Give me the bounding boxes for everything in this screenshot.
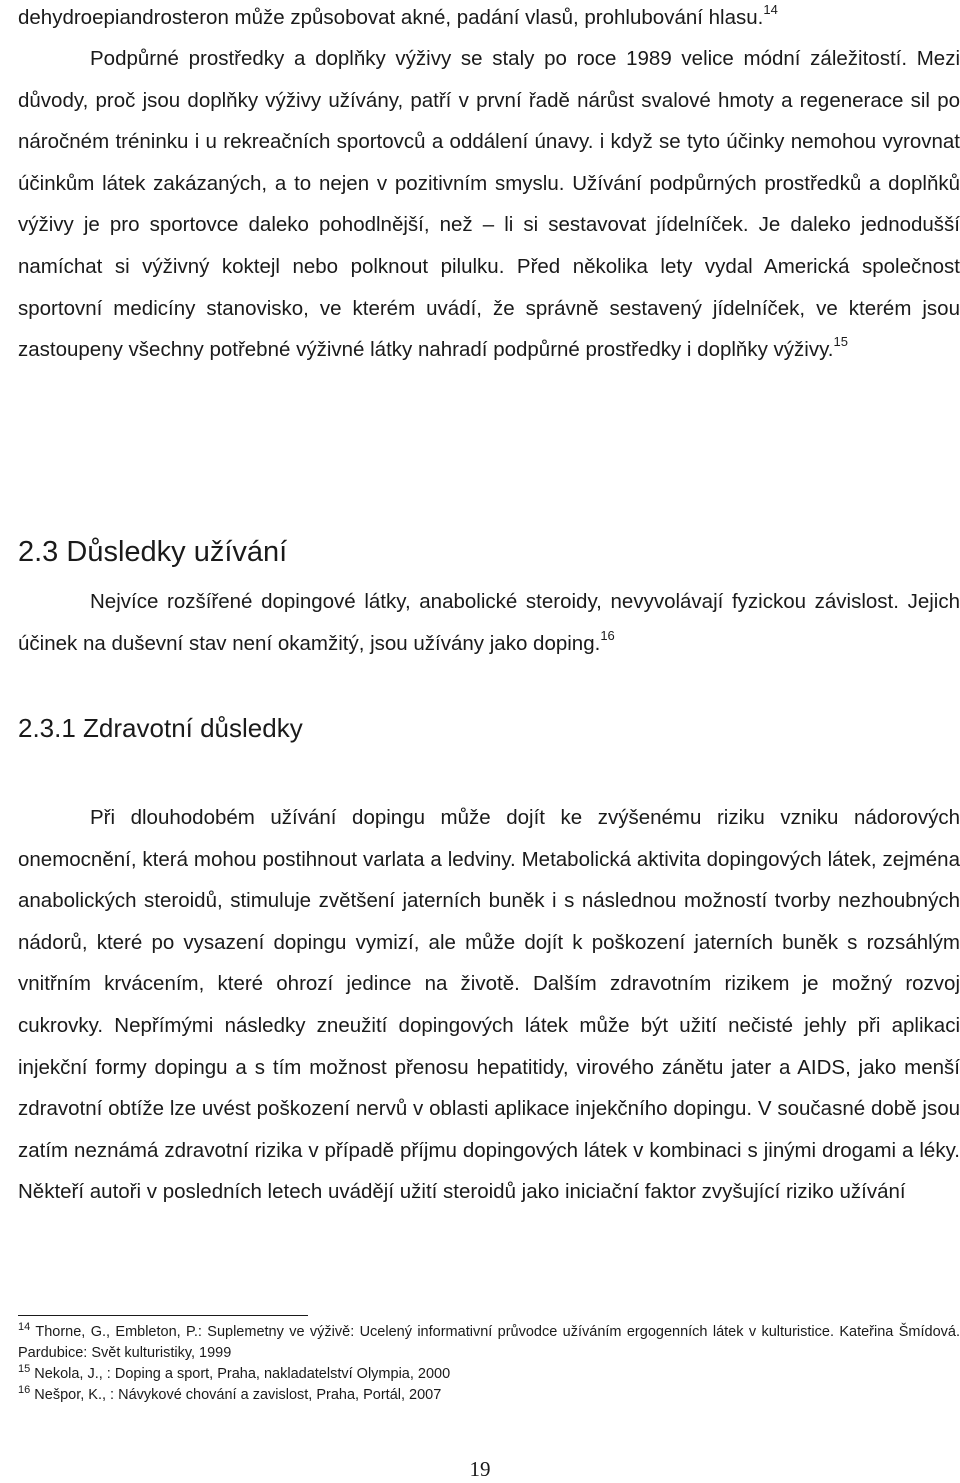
paragraph-text: Nejvíce rozšířené dopingové látky, anabolické steroidy, nevyvolávají fyzickou závislost. Jejich účinek na duševní stav není okamžitý, jsou užívány jako doping. xyxy=(18,590,960,655)
footnote-separator xyxy=(18,1315,308,1316)
footnote-number: 15 xyxy=(18,1363,31,1375)
footnote-16 xyxy=(18,1385,960,1406)
paragraph-continuation xyxy=(18,0,960,39)
footnote-15 xyxy=(18,1364,960,1385)
paragraph-supplements xyxy=(18,38,960,371)
footnote-ref-14: 14 xyxy=(763,2,778,17)
footnote-text: Thorne, G., Embleton, P.: Suplemetny ve výživě: Ucelený informativní průvodce užíváním ergogenních látek v kulturistice. Kateřina Šmídová. Pardubice: Svět kulturistiky, 1999 xyxy=(18,1324,960,1361)
footnote-14 xyxy=(18,1322,960,1364)
footnote-ref-15: 15 xyxy=(833,334,848,350)
paragraph-consequences xyxy=(18,581,960,664)
footnote-text: Nekola, J., : Doping a sport, Praha, nakladatelství Olympia, 2000 xyxy=(34,1366,451,1382)
paragraph-text: Podpůrné prostředky a doplňky výživy se staly po roce 1989 velice módní záležitostí. Mezi důvody, proč jsou doplňky výživy užívány, patří v první řadě nárůst svalové hmoty a regenerace sil po náročném tréninku i u rekreačních sportovců a oddálení únavy. i když se tyto účinky nemohou vyrovnat účinkům látek zakázaných, a to nejen v pozitivním smyslu. Užívání podpůrných prostředků a doplňků výživy je pro sportovce daleko pohodlnější, než – li si sestavovat jídelníček. Je daleko jednodušší namíchat si výživný koktejl nebo polknout pilulku. Před několika lety vydal Americká společnost sportovní medicíny stanovisko, ve kterém uvádí, že správně sestavený jídelníček, ve kterém jsou zastoupeny všechny potřebné výživné látky nahradí podpůrné prostředky i doplňky výživy. xyxy=(18,47,960,362)
paragraph-text: dehydroepiandrosteron může způsobovat akné, padání vlasů, prohlubování hlasu. xyxy=(18,6,764,29)
paragraph-health xyxy=(18,797,960,1213)
footnote-ref-16: 16 xyxy=(600,627,615,643)
footnotes xyxy=(18,1322,960,1406)
footnote-number: 14 xyxy=(18,1321,31,1333)
footnote-text: Nešpor, K., : Návykové chování a zavislost, Praha, Portál, 2007 xyxy=(34,1387,442,1403)
section-heading: 2.3 Důsledky užívání xyxy=(18,536,288,568)
page-number: 19 xyxy=(469,1457,491,1481)
footnote-number: 16 xyxy=(18,1384,31,1396)
subsection-heading: 2.3.1 Zdravotní důsledky xyxy=(18,713,303,743)
paragraph-text: Při dlouhodobém užívání dopingu může dojít ke zvýšenému riziku vzniku nádorových onemocnění, která mohou postihnout varlata a ledviny. Metabolická aktivita dopingových látek, zejména anabolických steroidů, stimuluje zvětšení jaterních buněk i s následnou možností tvorby nezhoubných nádorů, které po vysazení dopingu vymizí, ale může dojít k poškození jaterních buněk s rozsáhlým vnitřním krvácením, které ohrozí jedince na životě. Dalším zdravotním rizikem je možný rozvoj cukrovky. Nepřímými následky zneužití dopingových látek může být užití nečisté jehly při aplikaci injekční formy dopingu a s tím možnost přenosu hepatitidy, virového zánětu jater a AIDS, jako menší zdravotní obtíže lze uvést poškození nervů v oblasti aplikace injekčního dopingu. V současné době jsou zatím neznámá zdravotní rizika v případě příjmu dopingových látek v kombinaci s jinými drogami a léky. Někteří autoři v posledních letech uvádějí užití steroidů jako iniciační faktor zvyšující riziko užívání xyxy=(18,806,960,1204)
